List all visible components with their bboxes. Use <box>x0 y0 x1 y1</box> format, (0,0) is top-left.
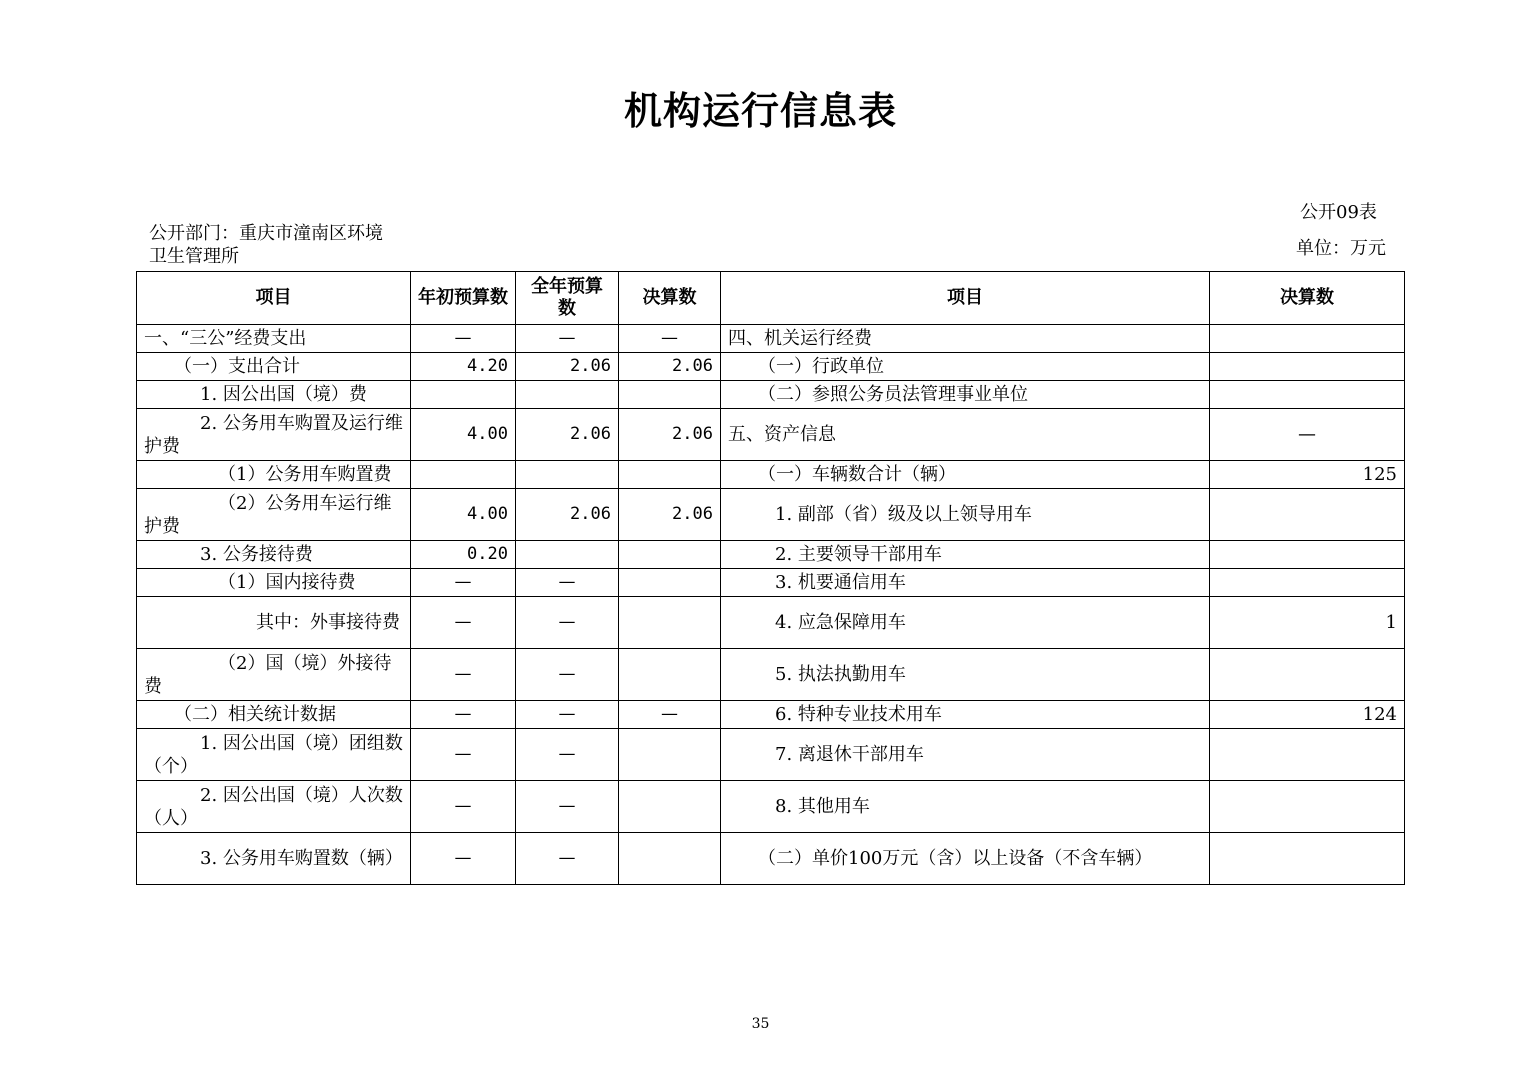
budget-initial-cell: — <box>411 649 516 701</box>
budget-initial-cell: — <box>411 597 516 649</box>
budget-initial-cell: 4.00 <box>411 409 516 461</box>
budget-full-cell: — <box>516 597 619 649</box>
final-left-cell <box>619 729 721 781</box>
final-left-cell <box>619 381 721 409</box>
left-item: （一）支出合计 <box>137 353 411 381</box>
final-left-cell: — <box>619 325 721 353</box>
final-right-cell <box>1210 729 1405 781</box>
header-right-item: 项目 <box>721 272 1210 325</box>
department-label: 公开部门：重庆市潼南区环境卫生管理所 <box>149 223 383 267</box>
table-row <box>137 701 1405 729</box>
final-left-cell: 2.06 <box>619 409 721 461</box>
left-item: 1. 因公出国（境）费 <box>137 381 411 409</box>
table-row <box>137 781 1405 833</box>
header-final-right: 决算数 <box>1210 272 1405 325</box>
budget-initial-cell: 0.20 <box>411 541 516 569</box>
final-right-cell <box>1210 833 1405 885</box>
left-item: 1. 因公出国（境）团组数（个） <box>137 729 411 781</box>
budget-full-cell: — <box>516 325 619 353</box>
budget-full-cell <box>516 461 619 489</box>
final-right-cell: 1 <box>1210 597 1405 649</box>
header-final-left: 决算数 <box>619 272 721 325</box>
budget-full-cell: — <box>516 729 619 781</box>
final-right-cell: 125 <box>1210 461 1405 489</box>
left-item: 3. 公务接待费 <box>137 541 411 569</box>
budget-initial-cell: — <box>411 781 516 833</box>
final-right-cell <box>1210 649 1405 701</box>
budget-full-cell <box>516 541 619 569</box>
table-row <box>137 461 1405 489</box>
budget-full-cell <box>516 381 619 409</box>
table-row <box>137 381 1405 409</box>
final-right-cell <box>1210 541 1405 569</box>
final-left-cell <box>619 649 721 701</box>
right-item: 1. 副部（省）级及以上领导用车 <box>721 489 1210 541</box>
right-item: 五、资产信息 <box>721 409 1210 461</box>
final-right-cell: — <box>1210 409 1405 461</box>
table-row <box>137 489 1405 541</box>
budget-full-cell: — <box>516 569 619 597</box>
final-right-cell <box>1210 325 1405 353</box>
right-item: 四、机关运行经费 <box>721 325 1210 353</box>
right-item: 3. 机要通信用车 <box>721 569 1210 597</box>
table-code: 公开09表 <box>1300 202 1377 223</box>
page-title: 机构运行信息表 <box>623 89 897 133</box>
left-item: 3. 公务用车购置数（辆） <box>137 833 411 885</box>
budget-full-cell: — <box>516 649 619 701</box>
budget-full-cell: — <box>516 833 619 885</box>
budget-full-cell: 2.06 <box>516 489 619 541</box>
final-right-cell <box>1210 781 1405 833</box>
final-left-cell <box>619 569 721 597</box>
budget-initial-cell: 4.20 <box>411 353 516 381</box>
final-right-cell <box>1210 381 1405 409</box>
right-item: 4. 应急保障用车 <box>721 597 1210 649</box>
table-row <box>137 325 1405 353</box>
right-item: 8. 其他用车 <box>721 781 1210 833</box>
page-number: 35 <box>751 1016 770 1032</box>
table-row <box>137 649 1405 701</box>
left-item: （二）相关统计数据 <box>137 701 411 729</box>
final-left-cell <box>619 833 721 885</box>
final-left-cell <box>619 781 721 833</box>
table-row <box>137 409 1405 461</box>
left-item: 其中：外事接待费 <box>137 597 411 649</box>
budget-initial-cell: — <box>411 325 516 353</box>
budget-initial-cell <box>411 461 516 489</box>
table-row <box>137 833 1405 885</box>
table-row <box>137 729 1405 781</box>
table-row <box>137 353 1405 381</box>
budget-initial-cell: 4.00 <box>411 489 516 541</box>
final-right-cell <box>1210 489 1405 541</box>
right-item: （二）参照公务员法管理事业单位 <box>721 381 1210 409</box>
header-left-item: 项目 <box>137 272 411 325</box>
budget-full-cell: — <box>516 701 619 729</box>
header-budget-full: 全年预算数 <box>516 272 619 325</box>
left-item: 2. 因公出国（境）人次数（人） <box>137 781 411 833</box>
right-item: （一）车辆数合计（辆） <box>721 461 1210 489</box>
final-left-cell: 2.06 <box>619 353 721 381</box>
left-item: （1）公务用车购置费 <box>137 461 411 489</box>
final-right-cell: 124 <box>1210 701 1405 729</box>
table-row <box>137 597 1405 649</box>
final-left-cell: — <box>619 701 721 729</box>
budget-initial-cell <box>411 381 516 409</box>
table-row <box>137 569 1405 597</box>
left-item: （2）国（境）外接待费 <box>137 649 411 701</box>
budget-initial-cell: — <box>411 729 516 781</box>
final-right-cell <box>1210 353 1405 381</box>
budget-initial-cell: — <box>411 701 516 729</box>
right-item: 7. 离退休干部用车 <box>721 729 1210 781</box>
left-item: （2）公务用车运行维护费 <box>137 489 411 541</box>
left-item: 2. 公务用车购置及运行维护费 <box>137 409 411 461</box>
operation-info-table <box>136 271 1405 885</box>
final-left-cell <box>619 461 721 489</box>
right-item: 6. 特种专业技术用车 <box>721 701 1210 729</box>
budget-full-cell: 2.06 <box>516 353 619 381</box>
table-row <box>137 541 1405 569</box>
final-right-cell <box>1210 569 1405 597</box>
final-left-cell <box>619 541 721 569</box>
unit-label: 单位：万元 <box>1296 238 1386 259</box>
table-header-row <box>137 272 1405 325</box>
header-budget-initial: 年初预算数 <box>411 272 516 325</box>
budget-initial-cell: — <box>411 833 516 885</box>
budget-full-cell: 2.06 <box>516 409 619 461</box>
right-item: （一）行政单位 <box>721 353 1210 381</box>
left-item: 一、“三公”经费支出 <box>137 325 411 353</box>
left-item: （1）国内接待费 <box>137 569 411 597</box>
budget-full-cell: — <box>516 781 619 833</box>
budget-initial-cell: — <box>411 569 516 597</box>
right-item: （二）单价100万元（含）以上设备（不含车辆） <box>721 833 1210 885</box>
final-left-cell <box>619 597 721 649</box>
right-item: 2. 主要领导干部用车 <box>721 541 1210 569</box>
final-left-cell: 2.06 <box>619 489 721 541</box>
right-item: 5. 执法执勤用车 <box>721 649 1210 701</box>
